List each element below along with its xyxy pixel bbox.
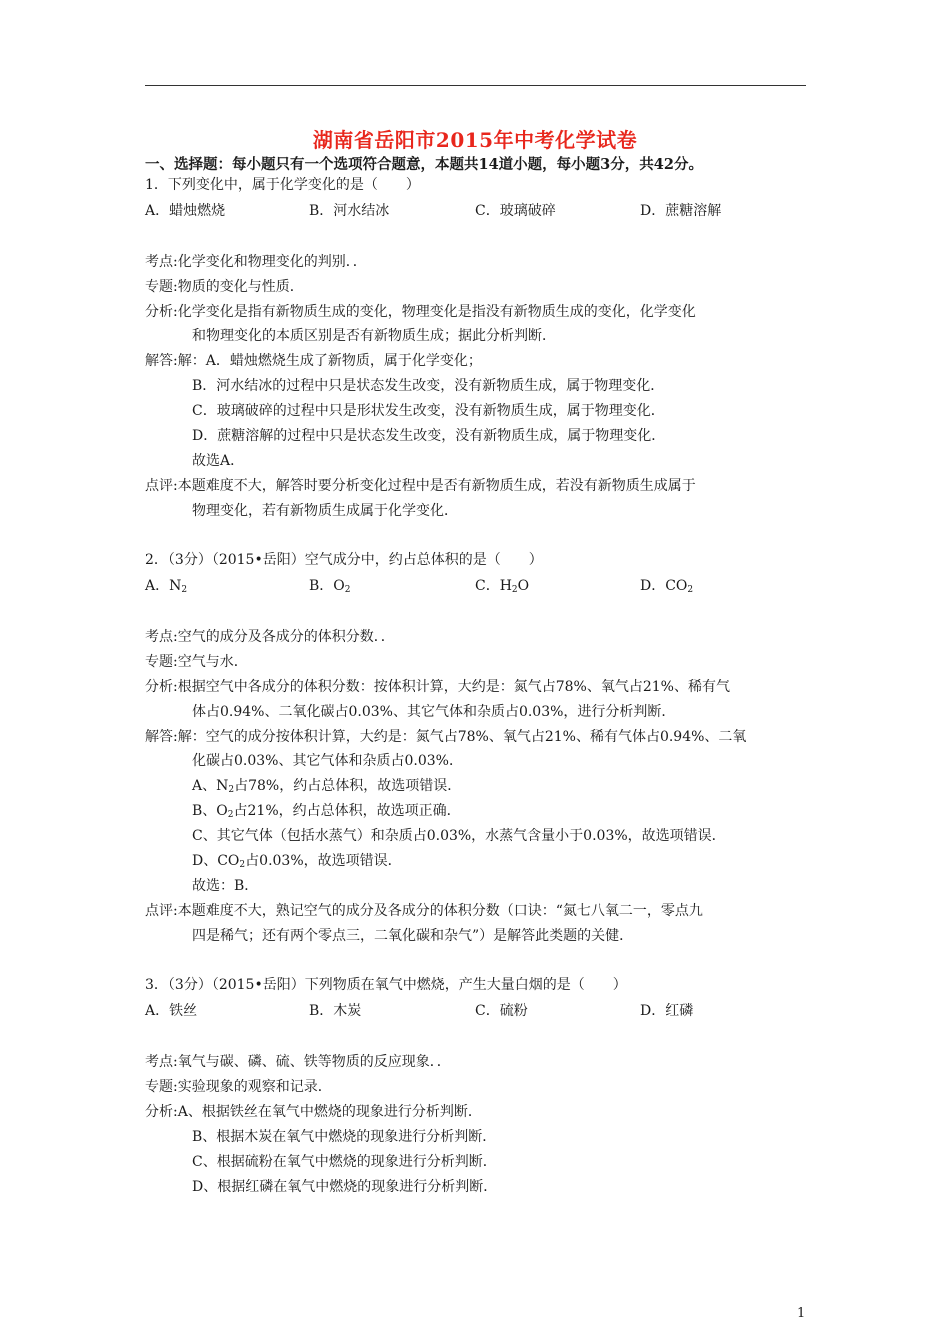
q2-jieda-1: 解答:解：空气的成分按体积计算，大约是：氮气占78%、氧气占21%、稀有气体占0.94%、二氧 (145, 729, 747, 745)
q2-jieda-6: D、$CO_2$占0.03%，故选项错误． (192, 853, 402, 870)
q2-zhuanti: 专题:空气与水． (145, 654, 248, 670)
q1-dianping-1: 点评:本题难度不大，解答时要分析变化过程中是否有新物质生成，若没有新物质生成属于 (145, 478, 696, 494)
q2-jieda-7: 故选：B． (192, 878, 259, 894)
q2-option-b: B．$O_2$ (309, 578, 351, 595)
q3-zhuanti: 专题:实验现象的观察和记录． (145, 1079, 332, 1095)
q2-jieda-3: A、$N_2$占78%，约占总体积，故选项错误． (192, 778, 462, 795)
q3-kaodian: 考点:氧气与碳、磷、硫、铁等物质的反应现象．． (145, 1054, 451, 1070)
q1-option-d: D．蔗糖溶解 (640, 203, 722, 219)
q2-option-c: C．$H_2O$ (475, 578, 530, 595)
q1-jieda-5: 故选A． (192, 453, 245, 469)
q2-dianping-1: 点评:本题难度不大，熟记空气的成分及各成分的体积分数（口诀：“氮七八氧二一，零点九 (145, 903, 703, 919)
q2-jieda-4: B、$O_2$占21%，约占总体积，故选项正确． (192, 803, 461, 820)
q2-fenxi-2: 体占0.94%、二氧化碳占0.03%、其它气体和杂质占0.03%，进行分析判断． (192, 704, 676, 720)
q2-jieda-2: 化碳占0.03%、其它气体和杂质占0.03%． (192, 753, 463, 769)
page-number: 1 (797, 1306, 806, 1321)
q3-option-c: C．硫粉 (475, 1003, 528, 1019)
q1-jieda-2: B．河水结冰的过程中只是状态发生改变，没有新物质生成，属于物理变化． (192, 378, 665, 394)
q1-kaodian: 考点:化学变化和物理变化的判别．． (145, 254, 367, 270)
q1-jieda-1: 解答:解：A．蜡烛燃烧生成了新物质，属于化学变化； (145, 353, 482, 369)
q2-jieda-5: C、其它气体（包括水蒸气）和杂质占0.03%，水蒸气含量小于0.03%，故选项错误． (192, 828, 726, 844)
q3-fenxi-1: 分析:A、根据铁丝在氧气中燃烧的现象进行分析判断． (145, 1104, 482, 1120)
q1-jieda-3: C．玻璃破碎的过程中只是形状发生改变，没有新物质生成，属于物理变化． (192, 403, 665, 419)
q3-fenxi-4: D、根据红磷在氧气中燃烧的现象进行分析判断． (192, 1179, 498, 1195)
q1-jieda-4: D．蔗糖溶解的过程中只是状态发生改变，没有新物质生成，属于物理变化． (192, 428, 666, 444)
q2-fenxi-1: 分析:根据空气中各成分的体积分数：按体积计算，大约是：氮气占78%、氧气占21%、稀有气 (145, 679, 730, 695)
q1-option-a: A．蜡烛燃烧 (145, 203, 226, 219)
q3-fenxi-2: B、根据木炭在氧气中燃烧的现象进行分析判断． (192, 1129, 497, 1145)
q1-zhuanti: 专题:物质的变化与性质． (145, 279, 304, 295)
exam-title: 湖南省岳阳市2015年中考化学试卷 (312, 128, 638, 152)
q3-option-a: A．铁丝 (145, 1003, 198, 1019)
q1-fenxi-2: 和物理变化的本质区别是否有新物质生成；据此分析判断． (192, 328, 556, 344)
q2-option-a: A．$N_2$ (145, 578, 188, 595)
q3-option-d: D．红磷 (640, 1003, 694, 1019)
q2-kaodian: 考点:空气的成分及各成分的体积分数．． (145, 629, 395, 645)
q3-stem: 3．（3分）（2015•岳阳）下列物质在氧气中燃烧，产生大量白烟的是（ ） (145, 977, 627, 993)
q3-option-b: B．木炭 (309, 1003, 362, 1019)
section-heading: 一、选择题：每小题只有一个选项符合题意，本题共14道小题，每小题3分，共42分。 (145, 156, 703, 173)
q1-option-c: C．玻璃破碎 (475, 203, 556, 219)
q1-fenxi-1: 分析:化学变化是指有新物质生成的变化，物理变化是指没有新物质生成的变化，化学变化 (145, 304, 696, 320)
q2-stem: 2．（3分）（2015•岳阳）空气成分中，约占总体积的是（ ） (145, 552, 543, 568)
q3-fenxi-3: C、根据硫粉在氧气中燃烧的现象进行分析判断． (192, 1154, 497, 1170)
q2-dianping-2: 四是稀气；还有两个零点三，二氧化碳和杂气”）是解答此类题的关健． (192, 928, 634, 944)
q1-dianping-2: 物理变化，若有新物质生成属于化学变化． (192, 503, 458, 519)
q1-stem: 1．下列变化中，属于化学变化的是（ ） (145, 177, 420, 193)
header-rule (145, 85, 806, 86)
q2-option-d: D．$CO_2$ (640, 578, 694, 595)
q1-option-b: B．河水结冰 (309, 203, 390, 219)
